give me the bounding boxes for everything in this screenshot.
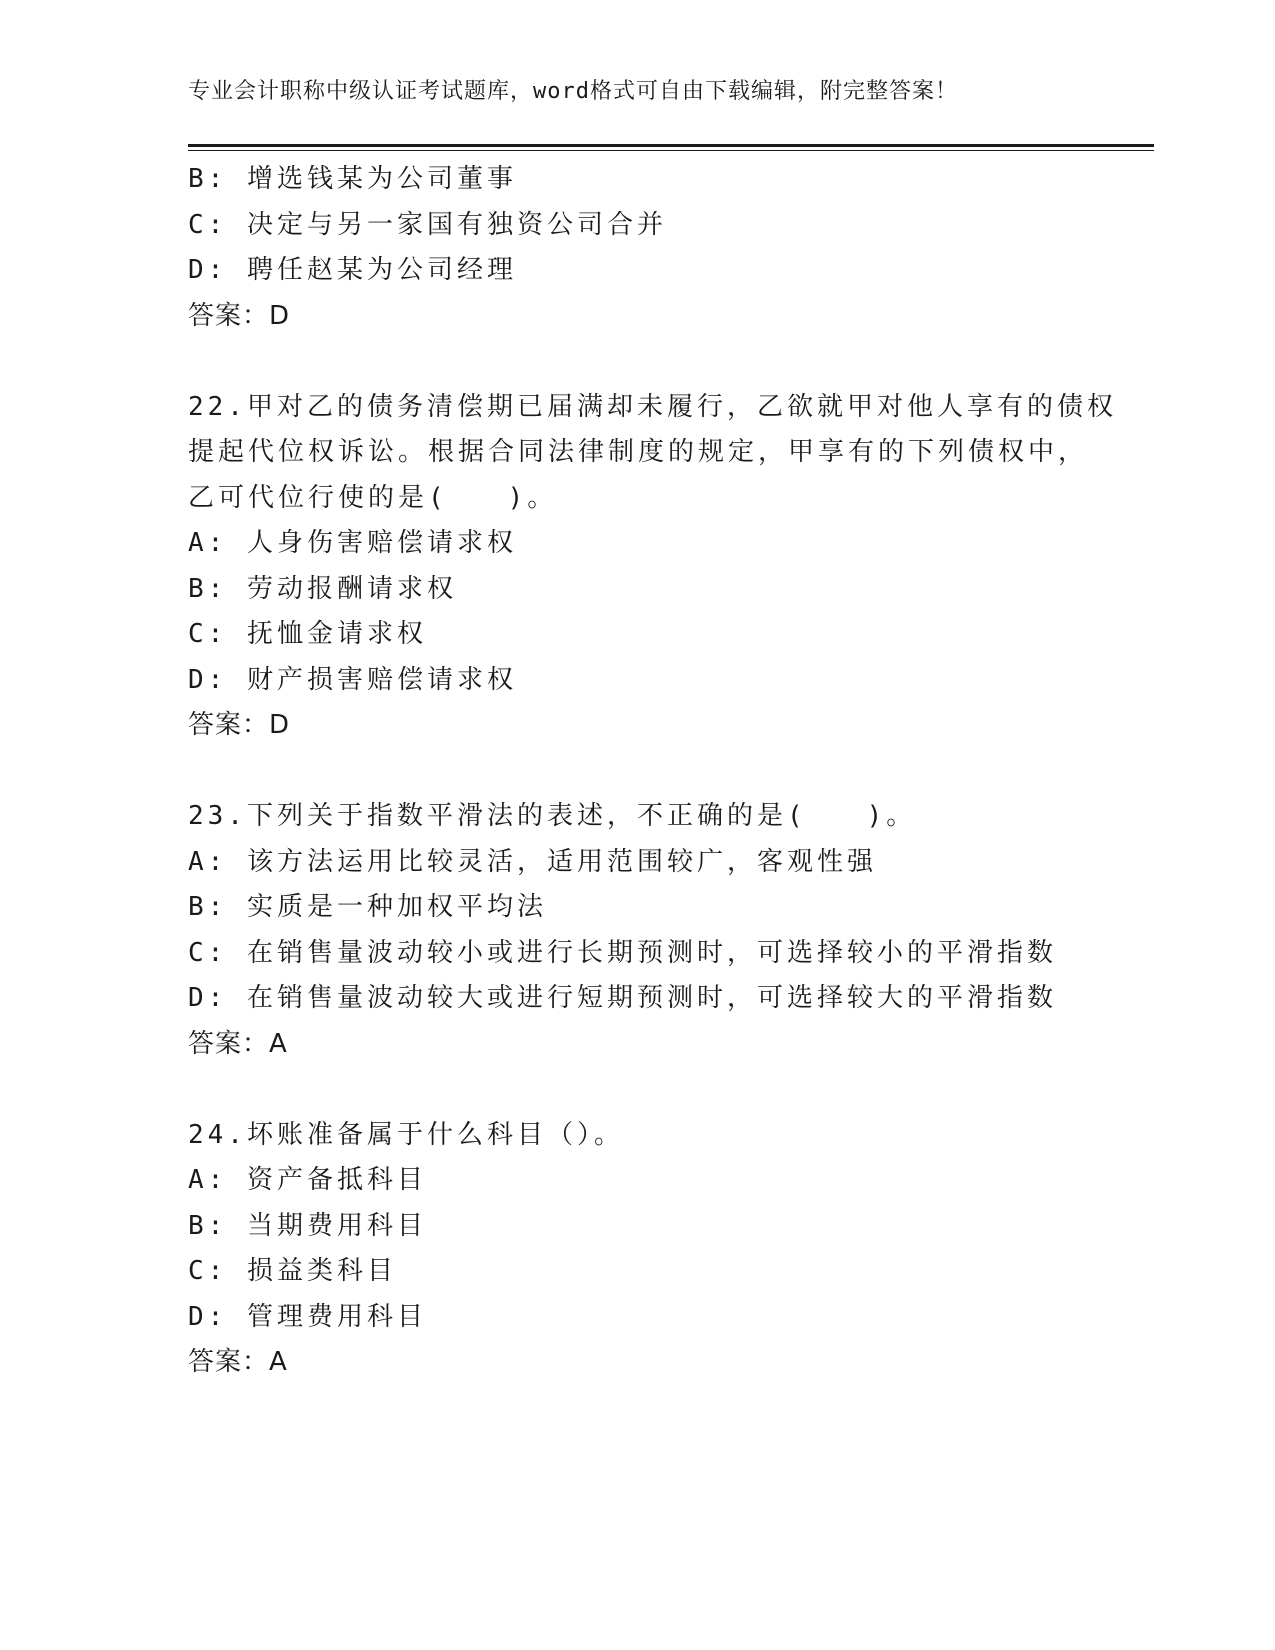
option-a: A: 资产备抵科目 [188,1165,427,1195]
header-rule-thin [188,150,1154,151]
option-b: B: 实质是一种加权平均法 [188,892,547,922]
option-d: D: 在销售量波动较大或进行短期预测时，可选择较大的平滑指数 [188,983,1057,1013]
question-stem: 23.下列关于指数平滑法的表述，不正确的是( )。 [188,801,917,831]
spacer [188,339,1148,385]
question-stem: 乙可代位行使的是( )。 [188,482,558,513]
option-c: C: 在销售量波动较小或进行长期预测时，可选择较小的平滑指数 [188,937,1057,968]
page-header: 专业会计职称中级认证考试题库，word格式可自由下载编辑，附完整答案！ [188,79,958,104]
option-line: C: 决定与另一家国有独资公司合并 [188,209,667,240]
question-23 [188,794,1148,1067]
answer-line: 答案：A [188,1347,288,1377]
option-c: C: 抚恤金请求权 [188,619,427,649]
option-line: D: 聘任赵某为公司经理 [188,255,517,285]
spacer [188,1067,1148,1113]
question-list [188,157,1148,1386]
question-stem: 22.甲对乙的债务清偿期已届满却未履行，乙欲就甲对他人享有的债权 [188,391,1117,422]
spacer [188,749,1148,795]
option-c: C: 损益类科目 [188,1256,397,1286]
question-24 [188,1113,1148,1386]
answer-line: 答案：D [188,300,291,331]
option-d: D: 管理费用科目 [188,1301,427,1332]
option-b: B: 劳动报酬请求权 [188,573,457,604]
header-rule-thick [188,144,1154,147]
answer-line: 答案：A [188,1028,288,1059]
prev-question [188,157,1148,339]
option-a: A: 该方法运用比较灵活，适用范围较广，客观性强 [188,846,877,877]
option-a: A: 人身伤害赔偿请求权 [188,528,517,558]
question-stem: 提起代位权诉讼。根据合同法律制度的规定，甲享有的下列债权中， [188,437,1089,467]
question-stem: 24.坏账准备属于什么科目（）。 [188,1119,624,1150]
question-22 [188,385,1148,749]
option-line: B: 增选钱某为公司董事 [188,164,517,194]
option-d: D: 财产损害赔偿请求权 [188,664,517,695]
option-b: B: 当期费用科目 [188,1210,427,1241]
answer-line: 答案：D [188,710,291,740]
